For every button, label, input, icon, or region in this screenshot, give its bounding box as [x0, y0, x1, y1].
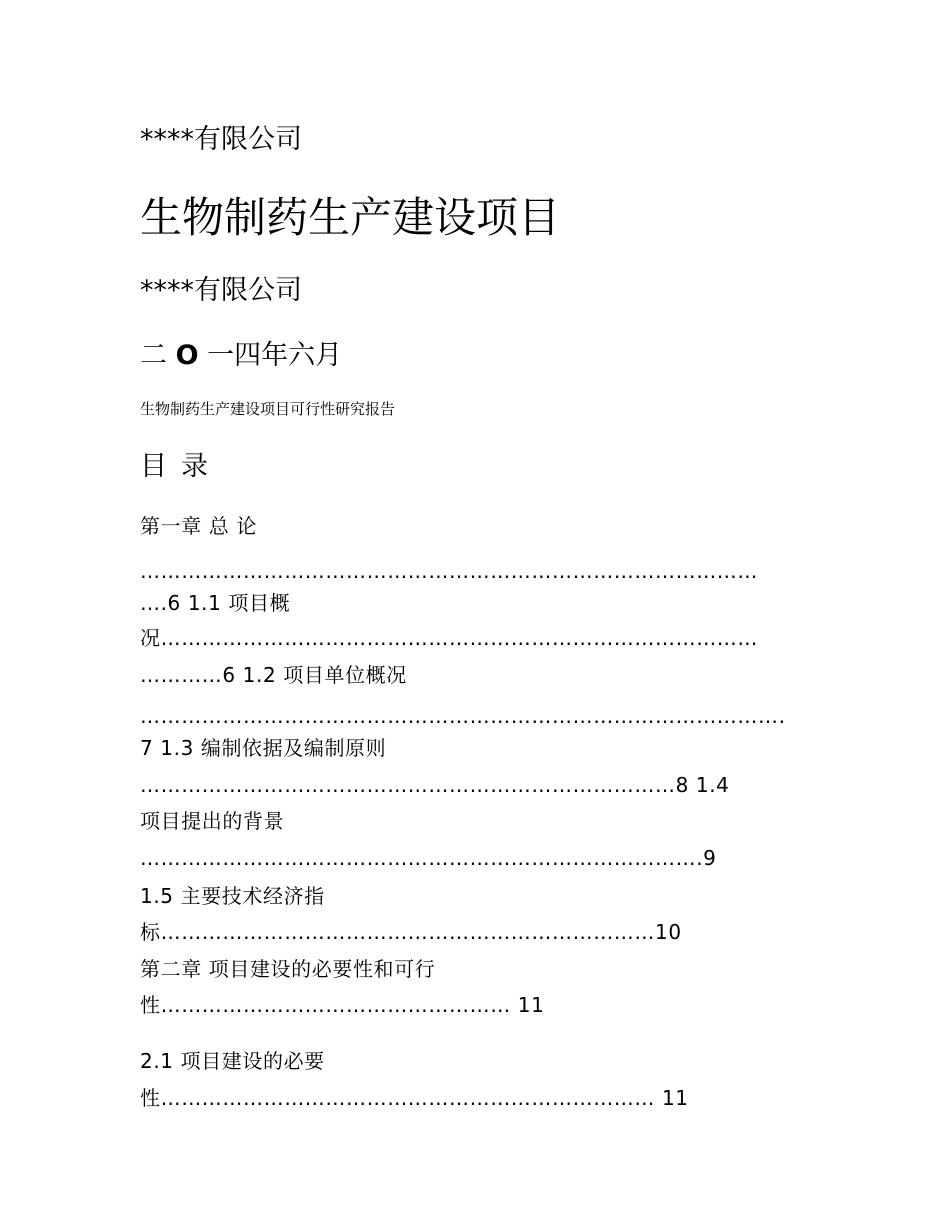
toc-line: 标………………………………………………………………10: [140, 920, 682, 944]
toc-line[interactable]: ……………………………………………………………………8 1.4: [140, 773, 730, 797]
toc-line: 性…………………………………………… 11: [140, 993, 545, 1017]
date-part-2: O: [175, 340, 199, 371]
toc-line[interactable]: 2.1 项目建设的必要: [140, 1049, 325, 1073]
document-date: [140, 342, 342, 369]
toc-line[interactable]: …………6 1.2 项目单位概况: [140, 663, 407, 687]
date-part-3: 一四年六月: [207, 340, 343, 371]
report-subtitle: 生物制药生产建设项目可行性研究报告: [140, 400, 396, 418]
toc-line: 况……………………………………………………………………………: [140, 626, 758, 650]
toc-line[interactable]: 第二章 项目建设的必要性和可行: [140, 957, 436, 981]
date-part-1: 二: [140, 340, 167, 371]
toc-heading: [140, 453, 208, 480]
toc-line[interactable]: 第一章 总 论: [140, 514, 257, 538]
toc-line[interactable]: 项目提出的背景: [140, 809, 285, 833]
toc-line[interactable]: 7 1.3 编制依据及编制原则: [140, 736, 387, 760]
project-title: 生物制药生产建设项目: [140, 193, 561, 242]
toc-heading-char-1: 目: [140, 451, 167, 482]
toc-line: 性……………………………………………………………… 11: [140, 1086, 689, 1110]
toc-heading-char-2: 录: [181, 451, 208, 482]
toc-line: ………………………………………………………………………………….: [140, 704, 786, 728]
company-name-second: ****有限公司: [140, 275, 302, 306]
company-name-top: ****有限公司: [140, 124, 302, 155]
toc-line: ……………………………………………………………………….9: [140, 846, 717, 870]
toc-line: ………………………………………………………………………………: [140, 559, 758, 583]
toc-line[interactable]: ….6 1.1 项目概: [140, 591, 291, 615]
toc-line[interactable]: 1.5 主要技术经济指: [140, 884, 325, 908]
